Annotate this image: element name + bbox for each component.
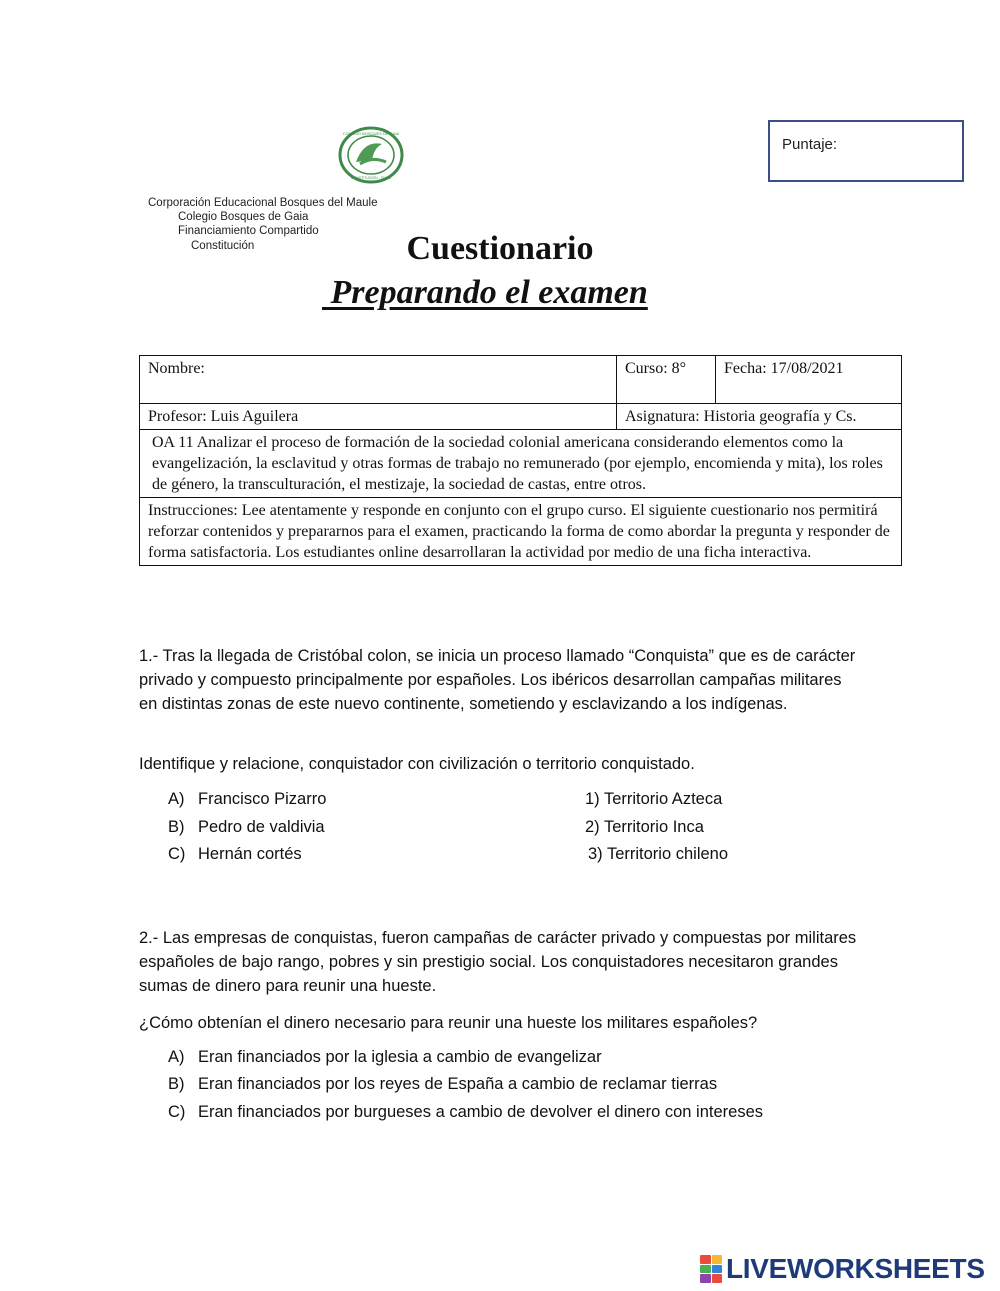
page-subtitle: Preparando el examen	[322, 274, 648, 311]
name-cell[interactable]	[140, 356, 617, 404]
question-2-prompt: ¿Cómo obtenían el dinero necesario para reunir una hueste los militares españoles?	[139, 1014, 758, 1032]
q1-option-b[interactable]: Pedro de valdivia	[198, 818, 325, 836]
instructions-text: Instrucciones: Lee atentamente y responde en conjunto con el grupo curso. El siguiente cuestionario nos permitirá reforzar contenidos y prepararnos para el examen, practicando la forma de como abordar la pregunta y responder de forma satisfactoria. Los estudiantes online desarrollaran la actividad por medio de una ficha interactiva.	[148, 502, 890, 561]
badge-tile-1	[700, 1255, 711, 1264]
score-box[interactable]	[768, 120, 964, 182]
badge-tile-5	[700, 1274, 711, 1283]
q1-territory-3[interactable]: 3) Territorio chileno	[588, 845, 729, 863]
q1-option-a[interactable]: Francisco Pizarro	[198, 790, 327, 808]
q2-option-a[interactable]: Eran financiados por la iglesia a cambio de evangelizar	[198, 1048, 602, 1066]
teacher-label: Profesor: Luis Aguilera	[148, 408, 299, 425]
q2-option-b[interactable]: Eran financiados por los reyes de España a cambio de reclamar tierras	[198, 1075, 718, 1093]
q1-option-letter-a: A)	[168, 790, 185, 808]
school-line-ciudad: Constitución	[191, 240, 255, 252]
page-title: Cuestionario	[406, 230, 594, 267]
course-cell	[617, 356, 716, 404]
question-1-prompt: Identifique y relacione, conquistador con civilización o territorio conquistado.	[139, 755, 695, 773]
liveworksheets-logo-icon	[700, 1255, 722, 1283]
date-label: Fecha: 17/08/2021	[724, 360, 844, 377]
liveworksheets-watermark	[700, 1252, 985, 1286]
q1-option-letter-b: B)	[168, 818, 185, 836]
watermark-text: LIVEWORKSHEETS	[726, 1253, 985, 1284]
instructions-cell	[140, 498, 902, 566]
q2-option-c[interactable]: Eran financiados por burgueses a cambio de devolver el dinero con intereses	[198, 1103, 764, 1121]
badge-tile-2	[712, 1255, 723, 1264]
q2-option-letter-c: C)	[168, 1103, 186, 1121]
q2-option-letter-b: B)	[168, 1075, 185, 1093]
teacher-cell	[140, 404, 617, 430]
question-2-text: 2.- Las empresas de conquistas, fueron campañas de carácter privado y compuestas por militares españoles de bajo rango, pobres y sin prestigio social. Los conquistadores necesitaron grandes sumas de dinero para reunir una hueste.	[139, 929, 857, 995]
name-label: Nombre:	[148, 360, 205, 377]
student-info-table	[139, 355, 902, 566]
q1-territory-2[interactable]: 2) Territorio Inca	[585, 818, 704, 836]
subject-label: Asignatura: Historia geografía y Cs.	[625, 408, 857, 425]
badge-tile-6	[712, 1274, 723, 1283]
q1-option-c[interactable]: Hernán cortés	[198, 845, 302, 863]
school-line-financiamiento: Financiamiento Compartido	[178, 225, 319, 237]
q2-option-letter-a: A)	[168, 1048, 185, 1066]
course-label: Curso: 8°	[625, 360, 687, 377]
objective-text: OA 11 Analizar el proceso de formación de la sociedad colonial americana considerando elementos como la evangelización, la esclavitud y otras formas de trabajo no remunerado (por ejemplo, encomienda y mita), los roles de género, la transculturación, el mestizaje, la sociedad de castas, entre otros.	[152, 434, 883, 493]
school-logo-icon	[338, 126, 404, 184]
badge-tile-3	[700, 1265, 711, 1274]
logo-text-top: COLEGIO BOSQUES DE GAIA	[342, 131, 400, 136]
date-cell	[716, 356, 902, 404]
q1-option-letter-c: C)	[168, 845, 186, 863]
subject-cell	[617, 404, 902, 430]
badge-tile-4	[712, 1265, 723, 1274]
logo-text-bottom: CONSTITUCIÓN - CHILE	[350, 176, 392, 180]
objective-cell	[140, 430, 902, 498]
school-line-colegio: Colegio Bosques de Gaia	[178, 211, 309, 223]
question-1-text: 1.- Tras la llegada de Cristóbal colon, se inicia un proceso llamado “Conquista” que es de carácter privado y compuesto principalmente por españoles. Los ibéricos desarrollan campañas militares en distintas zonas de este nuevo continente, sometiendo y esclavizando a los indígenas.	[139, 647, 856, 713]
school-line-corporacion: Corporación Educacional Bosques del Maule	[148, 197, 378, 209]
score-label: Puntaje:	[782, 136, 838, 153]
q1-territory-1[interactable]: 1) Territorio Azteca	[585, 790, 723, 808]
